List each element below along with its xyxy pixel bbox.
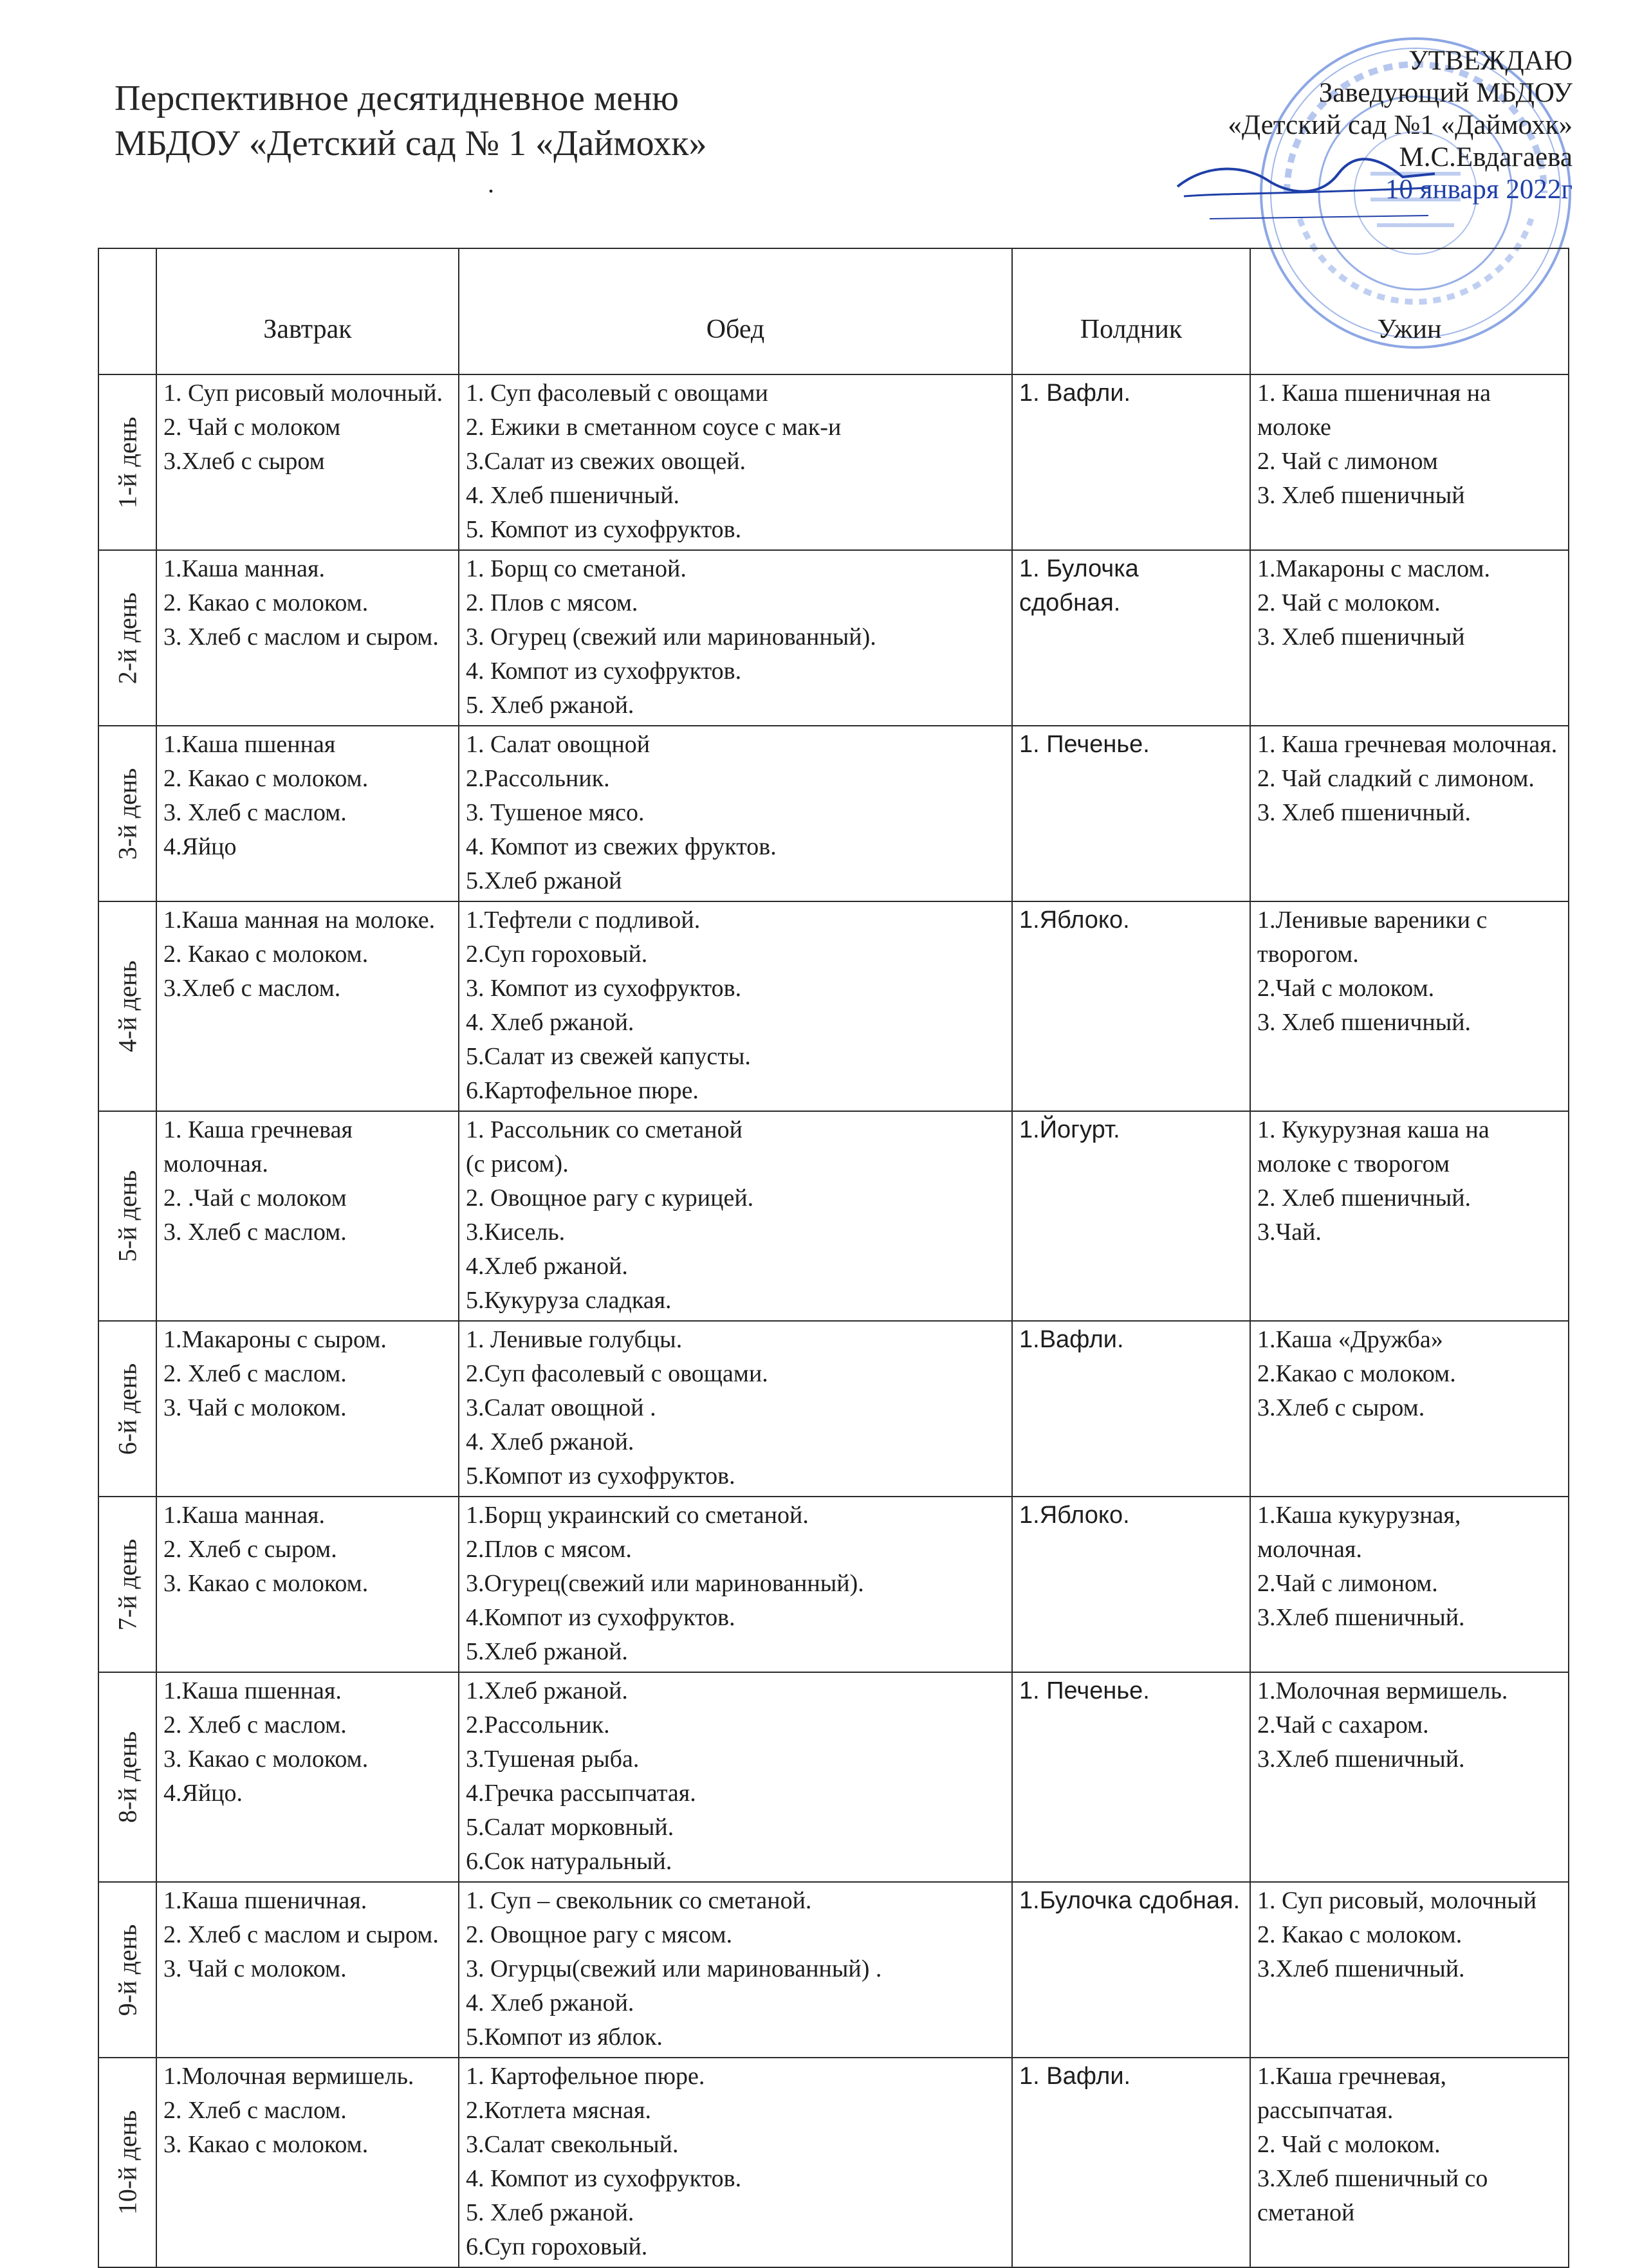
menu-item: 2.Чай с молоком. <box>1257 975 1435 1002</box>
breakfast-cell <box>156 1882 459 2058</box>
day-label: 6-й день <box>113 1363 142 1455</box>
menu-item: 1.Яблоко. <box>1019 907 1130 934</box>
menu-item: 3. Хлеб с маслом и сыром. <box>163 623 439 650</box>
menu-item: 5. Хлеб ржаной. <box>466 2199 634 2226</box>
lunch-cell <box>459 726 1012 901</box>
snack-cell <box>1012 726 1250 901</box>
lunch-cell <box>459 1497 1012 1672</box>
menu-item: 5.Салат морковный. <box>466 1814 674 1841</box>
menu-item: 5.Салат из свежей капусты. <box>466 1043 751 1070</box>
dinner-cell <box>1250 1111 1569 1321</box>
dinner-cell <box>1250 550 1569 726</box>
menu-item: 1.Йогурт. <box>1019 1116 1120 1143</box>
menu-item: 1.Макароны с сыром. <box>163 1326 387 1353</box>
day-cell <box>98 1882 156 2058</box>
menu-item: 1. Суп рисовый, молочный <box>1257 1887 1537 1914</box>
menu-item: 1. Ленивые голубцы. <box>466 1326 683 1353</box>
table-row <box>98 1672 1569 1882</box>
menu-item: 3.Хлеб пшеничный со сметаной <box>1257 2165 1488 2226</box>
menu-item: 3. Огурец (свежий или маринованный). <box>466 623 876 650</box>
dinner-cell <box>1250 1672 1569 1882</box>
lunch-cell <box>459 901 1012 1111</box>
menu-item: 1.Тефтели с подливой. <box>466 907 701 934</box>
menu-item: 3. Хлеб пшеничный <box>1257 623 1465 650</box>
header-breakfast: Завтрак <box>156 248 459 374</box>
signature-icon <box>1171 148 1441 225</box>
table-row <box>98 1882 1569 2058</box>
dinner-cell <box>1250 726 1569 901</box>
menu-item: 2.Чай с лимоном. <box>1257 1570 1438 1597</box>
menu-item: 1.Каша манная. <box>163 555 326 582</box>
menu-item: 1.Вафли. <box>1019 1326 1124 1353</box>
menu-item: 1.Яблоко. <box>1019 1502 1130 1529</box>
dinner-cell <box>1250 2058 1569 2267</box>
menu-item: 5.Хлеб ржаной <box>466 867 622 894</box>
menu-item: 1.Каша пшеничная. <box>163 1887 367 1914</box>
menu-item: 3. Хлеб пшеничный. <box>1257 799 1471 826</box>
day-cell <box>98 901 156 1111</box>
menu-item: 4. Компот из свежих фруктов. <box>466 833 777 860</box>
dinner-cell <box>1250 1321 1569 1497</box>
header-dinner: Ужин <box>1250 248 1569 374</box>
menu-item: 1. Каша пшеничная на молоке <box>1257 380 1491 441</box>
menu-item: 2. Овощное рагу с мясом. <box>466 1921 733 1948</box>
menu-item: 1.Молочная вермишель. <box>1257 1677 1508 1704</box>
menu-item: 1. Борщ со сметаной. <box>466 555 687 582</box>
menu-item: 2. Ежики в сметанном соусе с мак-и <box>466 414 842 441</box>
menu-item: 1.Каша пшенная <box>163 731 336 758</box>
menu-item: 3.Чай. <box>1257 1219 1322 1246</box>
menu-item: 2.Котлета мясная. <box>466 2097 651 2124</box>
day-cell <box>98 1497 156 1672</box>
menu-item: 3. Хлеб с маслом. <box>163 799 347 826</box>
lunch-cell <box>459 374 1012 550</box>
menu-item: 2. Плов с мясом. <box>466 589 638 616</box>
menu-item: 2.Чай с сахаром. <box>1257 1711 1429 1738</box>
menu-item: 3. Хлеб пшеничный <box>1257 482 1465 509</box>
lunch-cell <box>459 1111 1012 1321</box>
menu-item: 2.Какао с молоком. <box>1257 1360 1456 1387</box>
breakfast-cell <box>156 2058 459 2267</box>
menu-item: 1. Каша гречневая молочная. <box>163 1116 353 1177</box>
snack-cell <box>1012 374 1250 550</box>
menu-item: 1. Суп фасолевый с овощами <box>466 380 768 407</box>
menu-item: 1. Вафли. <box>1019 2063 1131 2090</box>
menu-item: 3. Какао с молоком. <box>163 1746 369 1773</box>
menu-table <box>98 248 1569 2268</box>
menu-item: 3.Хлеб с маслом. <box>163 975 341 1002</box>
day-cell <box>98 2058 156 2267</box>
menu-item: 2. Хлеб с маслом. <box>163 1711 347 1738</box>
lunch-cell <box>459 2058 1012 2267</box>
menu-item: 4. Хлеб пшеничный. <box>466 482 680 509</box>
dinner-cell <box>1250 374 1569 550</box>
menu-item: 1. Кукурузная каша на молоке с творогом <box>1257 1116 1490 1177</box>
menu-item: 3.Хлеб пшеничный. <box>1257 1746 1465 1773</box>
menu-item: 3.Салат из свежих овощей. <box>466 448 746 475</box>
menu-item: 2. Чай с молоком. <box>1257 2131 1441 2158</box>
menu-item: 1.Каша манная на молоке. <box>163 907 436 934</box>
menu-item: 5. Хлеб ржаной. <box>466 692 634 719</box>
menu-item: 2.Суп гороховый. <box>466 941 648 968</box>
approval-date: 10 января 2022г <box>1385 174 1573 205</box>
table-row <box>98 374 1569 550</box>
menu-item: 3.Хлеб с сыром. <box>1257 1394 1425 1421</box>
breakfast-cell <box>156 726 459 901</box>
table-row <box>98 550 1569 726</box>
table-row <box>98 901 1569 1111</box>
menu-item: 3.Хлеб пшеничный. <box>1257 1604 1465 1631</box>
menu-item: 3.Тушеная рыба. <box>466 1746 640 1773</box>
menu-item: 1. Суп рисовый молочный. <box>163 380 443 407</box>
menu-item: 6.Сок натуральный. <box>466 1848 672 1875</box>
menu-item: 3. Огурцы(свежий или маринованный) . <box>466 1955 882 1982</box>
document-title <box>115 76 706 166</box>
menu-item: 1.Молочная вермишель. <box>163 2063 414 2090</box>
menu-item: 3. Чай с молоком. <box>163 1394 347 1421</box>
menu-item: 2. Хлеб пшеничный. <box>1257 1185 1471 1212</box>
menu-item: 1.Булочка сдобная. <box>1019 1887 1241 1914</box>
menu-item: 1. Булочка сдобная. <box>1019 555 1139 616</box>
menu-item: 4.Компот из сухофруктов. <box>466 1604 735 1631</box>
stray-dot: . <box>488 169 494 198</box>
menu-item: 6.Суп гороховый. <box>466 2233 648 2260</box>
menu-item: 3.Салат свекольный. <box>466 2131 679 2158</box>
menu-item: 3.Хлеб пшеничный. <box>1257 1955 1465 1982</box>
menu-item: 1. Каша гречневая молочная. <box>1257 731 1558 758</box>
menu-item: 1. Печенье. <box>1019 1677 1150 1704</box>
menu-item: 1.Макароны с маслом. <box>1257 555 1490 582</box>
table-header-row <box>98 248 1569 374</box>
menu-item: 2. Какао с молоком. <box>1257 1921 1462 1948</box>
title-line-1: Перспективное десятидневное меню <box>115 78 679 118</box>
menu-item: 2. Чай с молоком. <box>1257 589 1441 616</box>
day-label: 5-й день <box>113 1170 142 1262</box>
menu-item: 4.Хлеб ржаной. <box>466 1253 628 1280</box>
menu-item: 3.Кисель. <box>466 1219 566 1246</box>
approval-heading: УТВЕЖДАЮ <box>1408 46 1573 76</box>
approval-organization: «Детский сад №1 «Даймохк» <box>1228 110 1573 140</box>
menu-item: 5.Компот из сухофруктов. <box>466 1462 735 1489</box>
menu-item: 3. Какао с молоком. <box>163 2131 369 2158</box>
breakfast-cell <box>156 1321 459 1497</box>
menu-item: 4.Яйцо <box>163 833 237 860</box>
day-label: 9-й день <box>113 1924 142 2016</box>
header-day-column <box>98 248 156 374</box>
snack-cell <box>1012 1497 1250 1672</box>
title-line-2: МБДОУ «Детский сад № 1 «Даймохк» <box>115 124 707 163</box>
menu-item: 2. Хлеб с маслом и сыром. <box>163 1921 439 1948</box>
snack-cell <box>1012 1111 1250 1321</box>
menu-item: 3. Хлеб пшеничный. <box>1257 1009 1471 1036</box>
breakfast-cell <box>156 1497 459 1672</box>
dinner-cell <box>1250 1882 1569 2058</box>
dinner-cell <box>1250 1497 1569 1672</box>
snack-cell <box>1012 1321 1250 1497</box>
menu-item: 5.Компот из яблок. <box>466 2024 663 2051</box>
lunch-cell <box>459 1882 1012 2058</box>
breakfast-cell <box>156 1672 459 1882</box>
menu-item: 1. Картофельное пюре. <box>466 2063 705 2090</box>
menu-item: 2.Рассольник. <box>466 1711 610 1738</box>
menu-item: 1.Каша пшенная. <box>163 1677 342 1704</box>
day-label: 10-й день <box>113 2110 142 2215</box>
breakfast-cell <box>156 901 459 1111</box>
menu-item: (с рисом). <box>466 1150 569 1177</box>
menu-item: 5.Кукуруза сладкая. <box>466 1287 672 1314</box>
menu-item: 4. Хлеб ржаной. <box>466 1989 634 2016</box>
day-label: 4-й день <box>113 960 142 1053</box>
day-label: 1-й день <box>113 416 142 508</box>
dinner-cell <box>1250 901 1569 1111</box>
menu-item: 3.Хлеб с сыром <box>163 448 325 475</box>
menu-item: 4.Яйцо. <box>163 1780 243 1807</box>
day-cell <box>98 1111 156 1321</box>
menu-item: 1. Салат овощной <box>466 731 650 758</box>
menu-item: 3. Хлеб с маслом. <box>163 1219 347 1246</box>
day-cell <box>98 550 156 726</box>
snack-cell <box>1012 550 1250 726</box>
day-cell <box>98 726 156 901</box>
menu-item: 1.Каша гречневая, рассыпчатая. <box>1257 2063 1446 2124</box>
day-label: 7-й день <box>113 1538 142 1630</box>
snack-cell <box>1012 1672 1250 1882</box>
menu-item: 2.Рассольник. <box>466 765 610 792</box>
menu-item: 2. Хлеб с маслом. <box>163 1360 347 1387</box>
snack-cell <box>1012 901 1250 1111</box>
menu-item: 2. Чай с молоком <box>163 414 341 441</box>
menu-item: 2. Какао с молоком. <box>163 941 369 968</box>
menu-item: 2.Плов с мясом. <box>466 1536 632 1563</box>
menu-item: 4. Компот из сухофруктов. <box>466 2165 742 2192</box>
menu-item: 1. Вафли. <box>1019 380 1131 407</box>
menu-item: 3. Какао с молоком. <box>163 1570 369 1597</box>
day-cell <box>98 1321 156 1497</box>
menu-item: 3.Огурец(свежий или маринованный). <box>466 1570 864 1597</box>
menu-item: 2.Суп фасолевый с овощами. <box>466 1360 768 1387</box>
menu-item: 5. Компот из сухофруктов. <box>466 516 742 543</box>
menu-item: 2. Чай сладкий с лимоном. <box>1257 765 1535 792</box>
breakfast-cell <box>156 1111 459 1321</box>
menu-item: 3.Салат овощной . <box>466 1394 656 1421</box>
menu-item: 3. Тушеное мясо. <box>466 799 645 826</box>
approval-position: Заведующий МБДОУ <box>1318 78 1573 108</box>
menu-item: 1.Каша «Дружба» <box>1257 1326 1443 1353</box>
menu-item: 2. Хлеб с маслом. <box>163 2097 347 2124</box>
header-lunch: Обед <box>459 248 1012 374</box>
menu-item: 3. Компот из сухофруктов. <box>466 975 742 1002</box>
menu-item: 4.Гречка рассыпчатая. <box>466 1780 696 1807</box>
menu-item: 2. Хлеб с сыром. <box>163 1536 337 1563</box>
day-label: 8-й день <box>113 1731 142 1823</box>
approval-name: М.С.Евдагаева <box>1399 142 1573 172</box>
menu-item: 4. Компот из сухофруктов. <box>466 658 742 685</box>
breakfast-cell <box>156 550 459 726</box>
snack-cell <box>1012 1882 1250 2058</box>
menu-item: 2. Чай с лимоном <box>1257 448 1438 475</box>
lunch-cell <box>459 550 1012 726</box>
table-row <box>98 1321 1569 1497</box>
menu-item: 2. Какао с молоком. <box>163 765 369 792</box>
menu-item: 1.Каша манная. <box>163 1502 326 1529</box>
lunch-cell <box>459 1321 1012 1497</box>
table-row <box>98 1111 1569 1321</box>
menu-item: 2. .Чай с молоком <box>163 1185 347 1212</box>
menu-item: 6.Картофельное пюре. <box>466 1077 699 1104</box>
header-snack: Полдник <box>1012 248 1250 374</box>
table-row <box>98 2058 1569 2267</box>
snack-cell <box>1012 2058 1250 2267</box>
menu-item: 1.Хлеб ржаной. <box>466 1677 628 1704</box>
menu-item: 1. Рассольник со сметаной <box>466 1116 743 1143</box>
menu-item: 4. Хлеб ржаной. <box>466 1009 634 1036</box>
day-label: 2-й день <box>113 592 142 684</box>
menu-item: 2. Овощное рагу с курицей. <box>466 1185 754 1212</box>
menu-item: 1. Суп – свекольник со сметаной. <box>466 1887 812 1914</box>
lunch-cell <box>459 1672 1012 1882</box>
menu-item: 3. Чай с молоком. <box>163 1955 347 1982</box>
menu-item: 1.Ленивые вареники с творогом. <box>1257 907 1488 968</box>
menu-item: 5.Хлеб ржаной. <box>466 1638 628 1665</box>
menu-item: 2. Какао с молоком. <box>163 589 369 616</box>
menu-item: 1.Каша кукурузная, молочная. <box>1257 1502 1461 1563</box>
menu-item: 1. Печенье. <box>1019 731 1150 758</box>
table-row <box>98 726 1569 901</box>
breakfast-cell <box>156 374 459 550</box>
day-label: 3-й день <box>113 768 142 860</box>
day-cell <box>98 374 156 550</box>
menu-item: 4. Хлеб ржаной. <box>466 1428 634 1455</box>
menu-item: 1.Борщ украинский со сметаной. <box>466 1502 809 1529</box>
day-cell <box>98 1672 156 1882</box>
table-row <box>98 1497 1569 1672</box>
